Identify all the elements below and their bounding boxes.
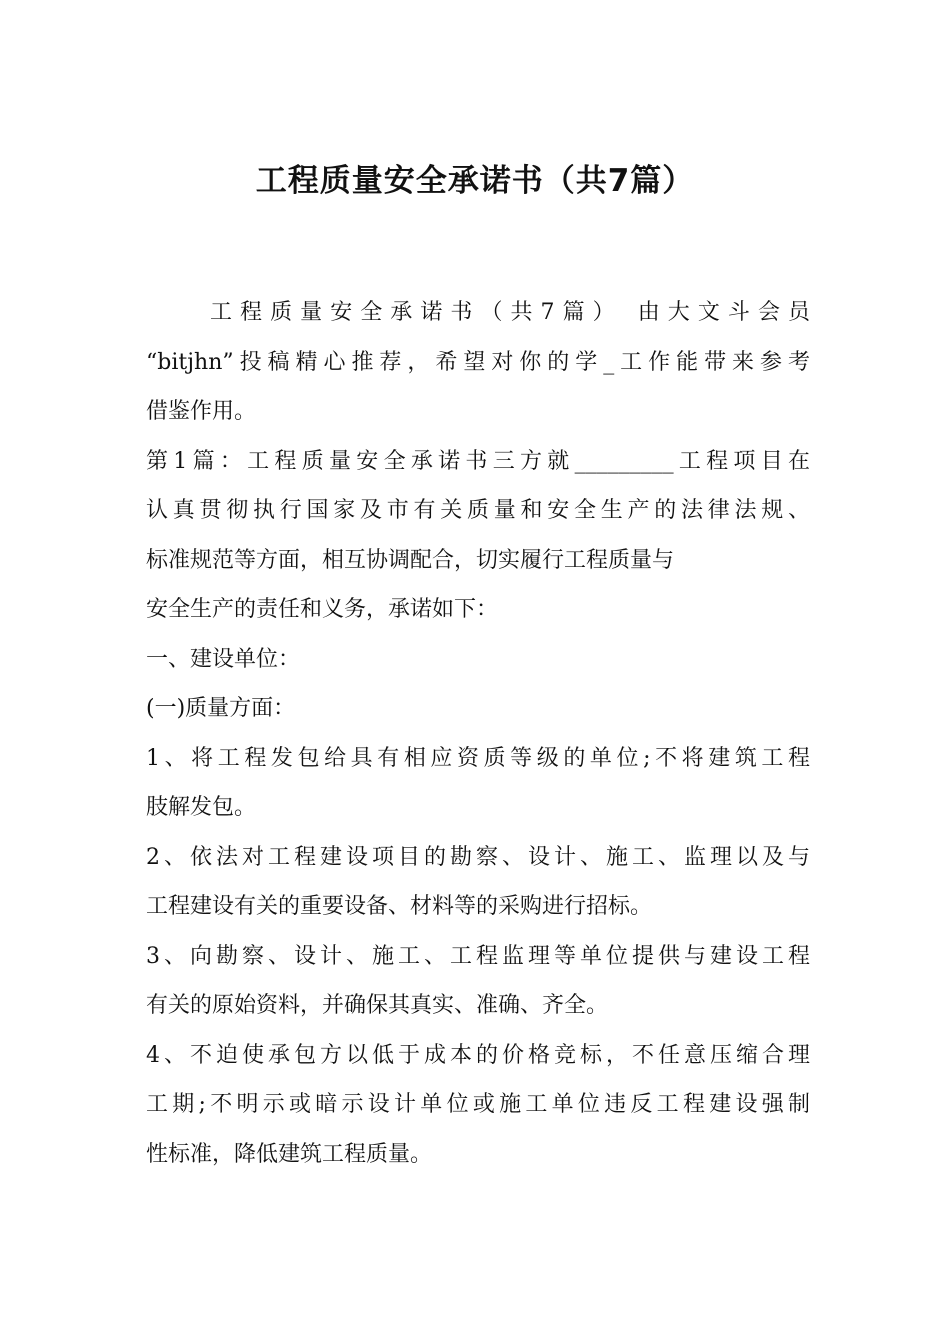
- page-title: 工程质量安全承诺书（共7篇）: [255, 163, 695, 199]
- section-heading: 一、建设单位：: [146, 646, 301, 672]
- paragraph-line: 2、依法对工程建设项目的勘察、设计、施工、监理以及与: [146, 844, 810, 870]
- paragraph-line: 4、不迫使承包方以低于成本的价格竞标，不任意压缩合理: [146, 1042, 810, 1068]
- paragraph-line: 1、将工程发包给具有相应资质等级的单位;不将建筑工程: [146, 745, 810, 771]
- paragraph-line: 第1篇：工程质量安全承诺书三方就_________工程项目在: [146, 448, 810, 474]
- paragraph-line: 性标准，降低建筑工程质量。: [146, 1141, 433, 1167]
- paragraph-line: 有关的原始资料，并确保其真实、准确、齐全。: [146, 993, 609, 1018]
- paragraph-line: 工程质量安全承诺书（共7篇） 由大文斗会员: [210, 300, 810, 325]
- paragraph-line: 标准规范等方面，相互协调配合，切实履行工程质量与: [146, 547, 675, 573]
- document-body: [146, 288, 810, 1179]
- paragraph-line: 安全生产的责任和义务，承诺如下：: [146, 597, 499, 622]
- paragraph-line: 工程建设有关的重要设备、材料等的采购进行招标。: [146, 894, 653, 919]
- paragraph-line: “bitjhn”投稿精心推荐，希望对你的学_工作能带来参考: [146, 349, 810, 375]
- paragraph-line: 工期;不明示或暗示设计单位或施工单位违反工程建设强制: [146, 1092, 810, 1117]
- paragraph-line: 3、向勘察、设计、施工、工程监理等单位提供与建设工程: [146, 943, 810, 969]
- paragraph-line: 肢解发包。: [146, 795, 257, 820]
- subsection-heading: (一)质量方面：: [146, 696, 296, 721]
- paragraph-line: 借鉴作用。: [146, 399, 257, 424]
- paragraph-line: 认真贯彻执行国家及市有关质量和安全生产的法律法规、: [146, 498, 810, 523]
